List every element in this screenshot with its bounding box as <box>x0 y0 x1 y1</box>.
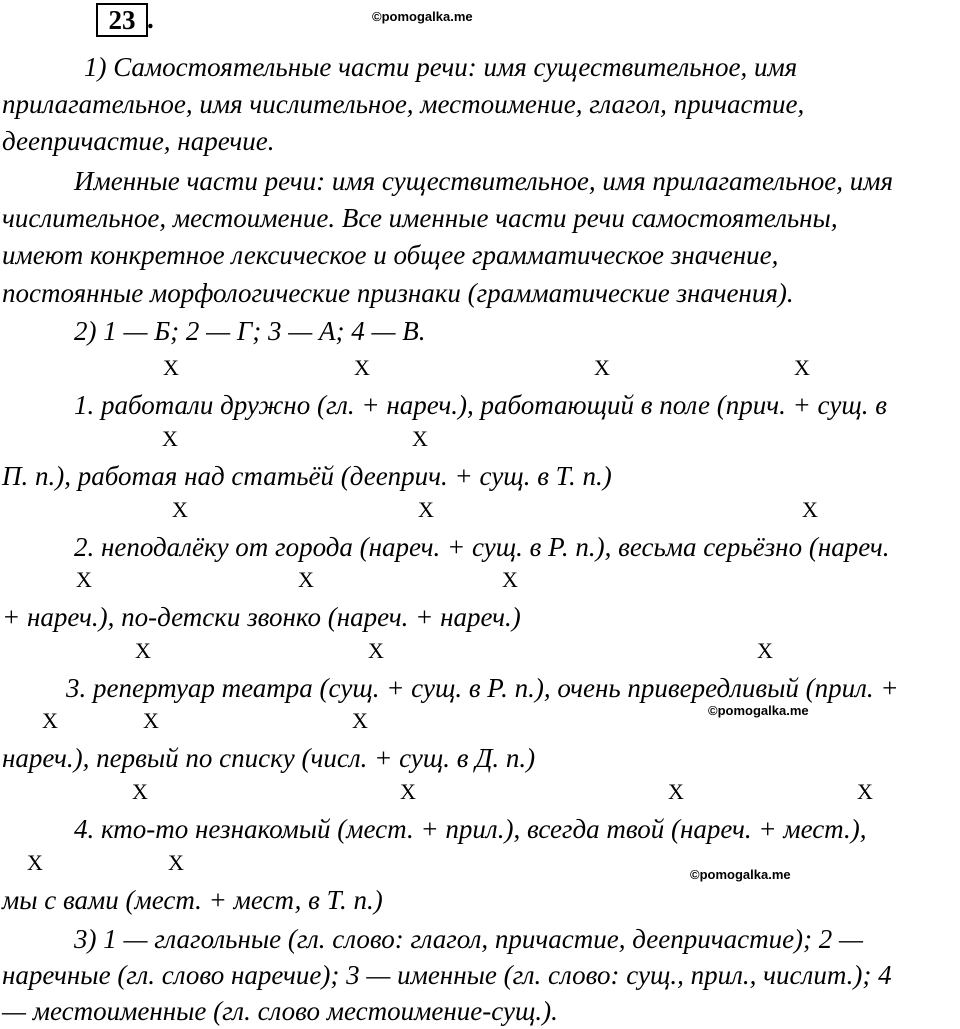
cross-mark: X <box>368 638 384 663</box>
cross-mark: X <box>802 497 818 522</box>
text-line: — местоименные (гл. слово местоимение-сущ.). <box>2 996 558 1026</box>
text-line: нареч.), первый по списку (числ. + сущ. в Д. п.) <box>2 743 536 773</box>
cross-mark: X <box>794 355 810 380</box>
text-line: + нареч.), по-детски звонко (нареч. + нареч.) <box>2 602 521 632</box>
cross-mark: X <box>857 779 873 804</box>
cross-mark: X <box>502 567 518 592</box>
watermark-bottom: ©pomogalka.me <box>690 867 791 882</box>
cross-mark: X <box>412 426 428 451</box>
cross-mark: X <box>27 850 43 875</box>
cross-mark: X <box>162 426 178 451</box>
text-line: Именные части речи: имя существительное, имя прилагательное, имя <box>74 166 894 196</box>
text-line: 1. работали дружно (гл. + нареч.), работающий в поле (прич. + сущ. в <box>74 390 887 420</box>
text-line: мы с вами (мест. + мест, в Т. п.) <box>2 885 383 915</box>
text-line: числительное, местоимение. Все именные части речи самостоятельны, <box>2 203 838 233</box>
cross-mark: X <box>668 779 684 804</box>
cross-mark: X <box>352 708 368 733</box>
text-line: 4. кто-то незнакомый (мест. + прил.), всегда твой (нареч. + мест.), <box>74 814 867 844</box>
text-line: П. п.), работая над статьёй (дееприч. + сущ. в Т. п.) <box>2 461 612 491</box>
text-line: 1) Самостоятельные части речи: имя существительное, имя <box>84 52 798 82</box>
text-line: прилагательное, имя числительное, местоимение, глагол, причастие, <box>2 89 805 119</box>
cross-mark: X <box>418 497 434 522</box>
cross-mark: X <box>135 638 151 663</box>
cross-mark: X <box>42 708 58 733</box>
cross-mark: X <box>76 567 92 592</box>
cross-mark: X <box>298 567 314 592</box>
cross-mark: X <box>400 779 416 804</box>
cross-mark: X <box>132 779 148 804</box>
text-line: 3. репертуар театра (сущ. + сущ. в Р. п.), очень привередливый (прил. + <box>66 673 899 703</box>
text-line: 2) 1 — Б; 2 — Г; 3 — А; 4 — В. <box>74 316 426 346</box>
text-line: деепричастие, наречие. <box>2 126 275 156</box>
text-line: постоянные морфологические признаки (грамматические значения). <box>2 278 794 308</box>
cross-mark: X <box>354 355 370 380</box>
watermark-top: ©pomogalka.me <box>372 9 473 24</box>
cross-mark: X <box>757 638 773 663</box>
cross-mark: X <box>594 355 610 380</box>
cross-mark: X <box>143 708 159 733</box>
text-line: 2. неподалёку от города (нареч. + сущ. в Р. п.), весьма серьёзно (нареч. <box>74 532 890 562</box>
exercise-number: 23 <box>96 3 148 37</box>
exercise-number-dot: . <box>147 4 154 34</box>
watermark-middle: ©pomogalka.me <box>708 703 809 718</box>
cross-mark: X <box>172 497 188 522</box>
text-line: наречные (гл. слово наречие); 3 — именные (гл. слово: сущ., прил., числит.); 4 <box>2 960 892 990</box>
text-line: 3) 1 — глагольные (гл. слово: глагол, причастие, деепричастие); 2 — <box>74 924 864 954</box>
text-line: имеют конкретное лексическое и общее грамматическое значение, <box>2 240 779 270</box>
cross-mark: X <box>168 850 184 875</box>
cross-mark: X <box>163 355 179 380</box>
